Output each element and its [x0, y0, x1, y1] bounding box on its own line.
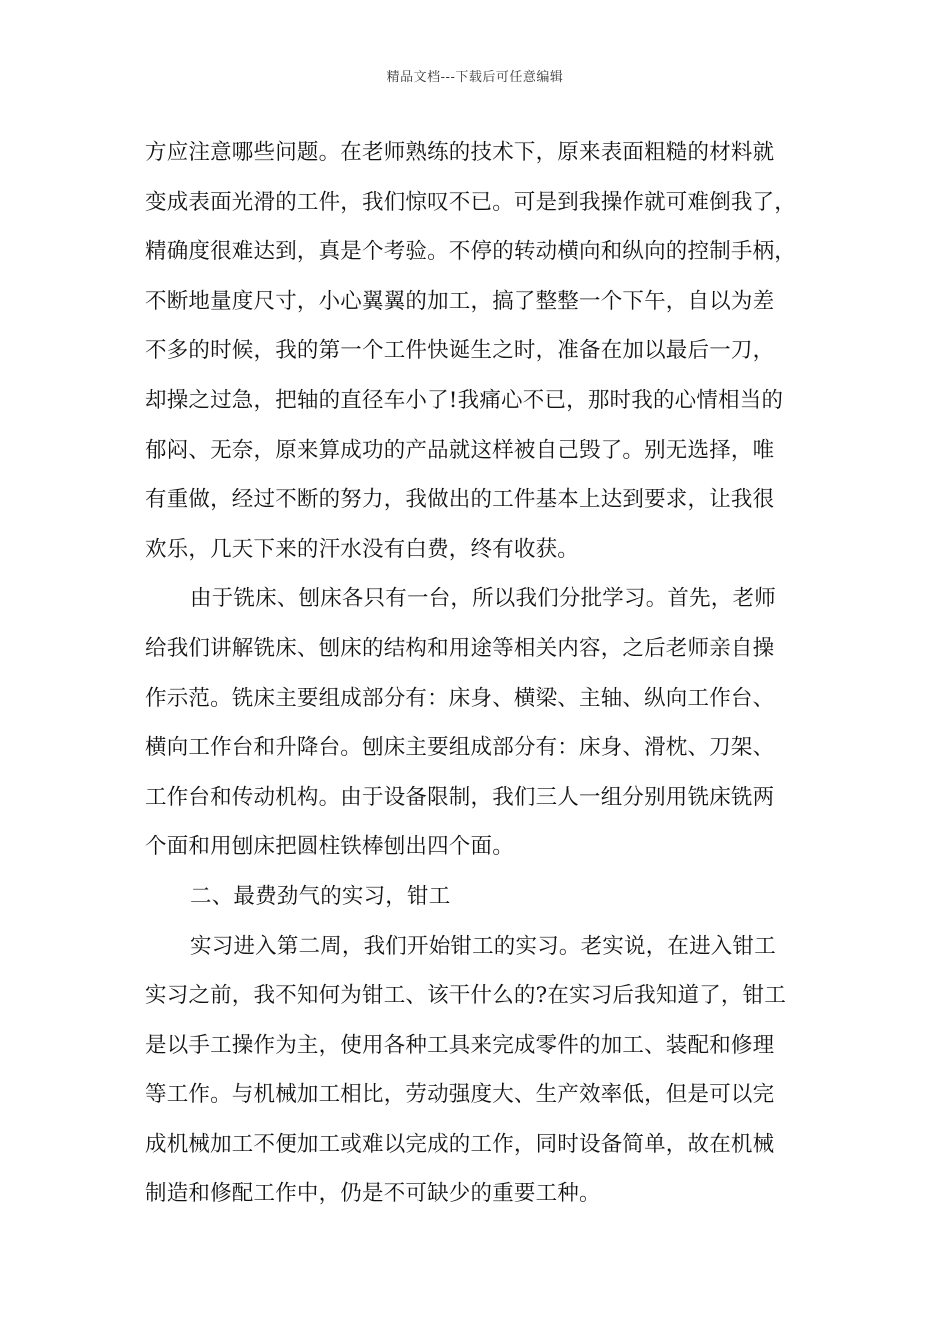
paragraph-start-line: 实习进入第二周，我们开始钳工的实习。老实说，在进入钳工 — [190, 933, 776, 959]
text-line: 方应注意哪些问题。在老师熟练的技术下，原来表面粗糙的材料就 — [145, 140, 775, 165]
body-text — [145, 128, 825, 1219]
text-line: 精确度很难达到，真是个考验。不停的转动横向和纵向的控制手柄， — [145, 239, 797, 265]
text-line: 等工作。与机械加工相比，劳动强度大、生产效率低，但是可以完 — [145, 1082, 775, 1108]
text-line: 不多的时候，我的第一个工件快诞生之时，准备在加以最后一刀， — [145, 338, 775, 364]
text-line: 实习之前，我不知何为钳工、该干什么的?在实习后我知道了，钳工 — [145, 983, 787, 1009]
text-line: 变成表面光滑的工件，我们惊叹不已。可是到我操作就可难倒我了， — [145, 189, 797, 215]
text-line: 制造和修配工作中，仍是不可缺少的重要工种。 — [145, 1181, 601, 1207]
text-line: 横向工作台和升降台。刨床主要组成部分有：床身、滑枕、刀架、 — [145, 735, 775, 761]
text-line: 给我们讲解铣床、刨床的结构和用途等相关内容，之后老师亲自操 — [145, 635, 775, 661]
text-line: 不断地量度尺寸，小心翼翼的加工，搞了整整一个下午，自以为差 — [145, 288, 775, 314]
page-header: 精品文档---下载后可任意编辑 — [386, 70, 564, 85]
text-line: 个面和用刨床把圆柱铁棒刨出四个面。 — [145, 834, 514, 860]
text-line: 作示范。铣床主要组成部分有：床身、横梁、主轴、纵向工作台、 — [145, 685, 775, 711]
paragraph-start-line: 由于铣床、刨床各只有一台，所以我们分批学习。首先，老师 — [190, 586, 776, 612]
text-line: 欢乐，几天下来的汗水没有白费，终有收获。 — [145, 536, 580, 562]
text-line: 是以手工操作为主，使用各种工具来完成零件的加工、装配和修理 — [145, 1032, 775, 1058]
text-line: 却操之过急，把轴的直径车小了!我痛心不已，那时我的心情相当的 — [145, 387, 784, 413]
text-line: 有重做，经过不断的努力，我做出的工件基本上达到要求，让我很 — [145, 487, 775, 513]
text-line: 工作台和传动机构。由于设备限制，我们三人一组分别用铣床铣两 — [145, 784, 775, 810]
section-heading: 二、最费劲气的实习，钳工 — [190, 883, 451, 909]
text-line: 郁闷、无奈，原来算成功的产品就这样被自己毁了。别无选择，唯 — [145, 437, 775, 463]
text-line: 成机械加工不便加工或难以完成的工作，同时设备简单，故在机械 — [145, 1131, 775, 1157]
